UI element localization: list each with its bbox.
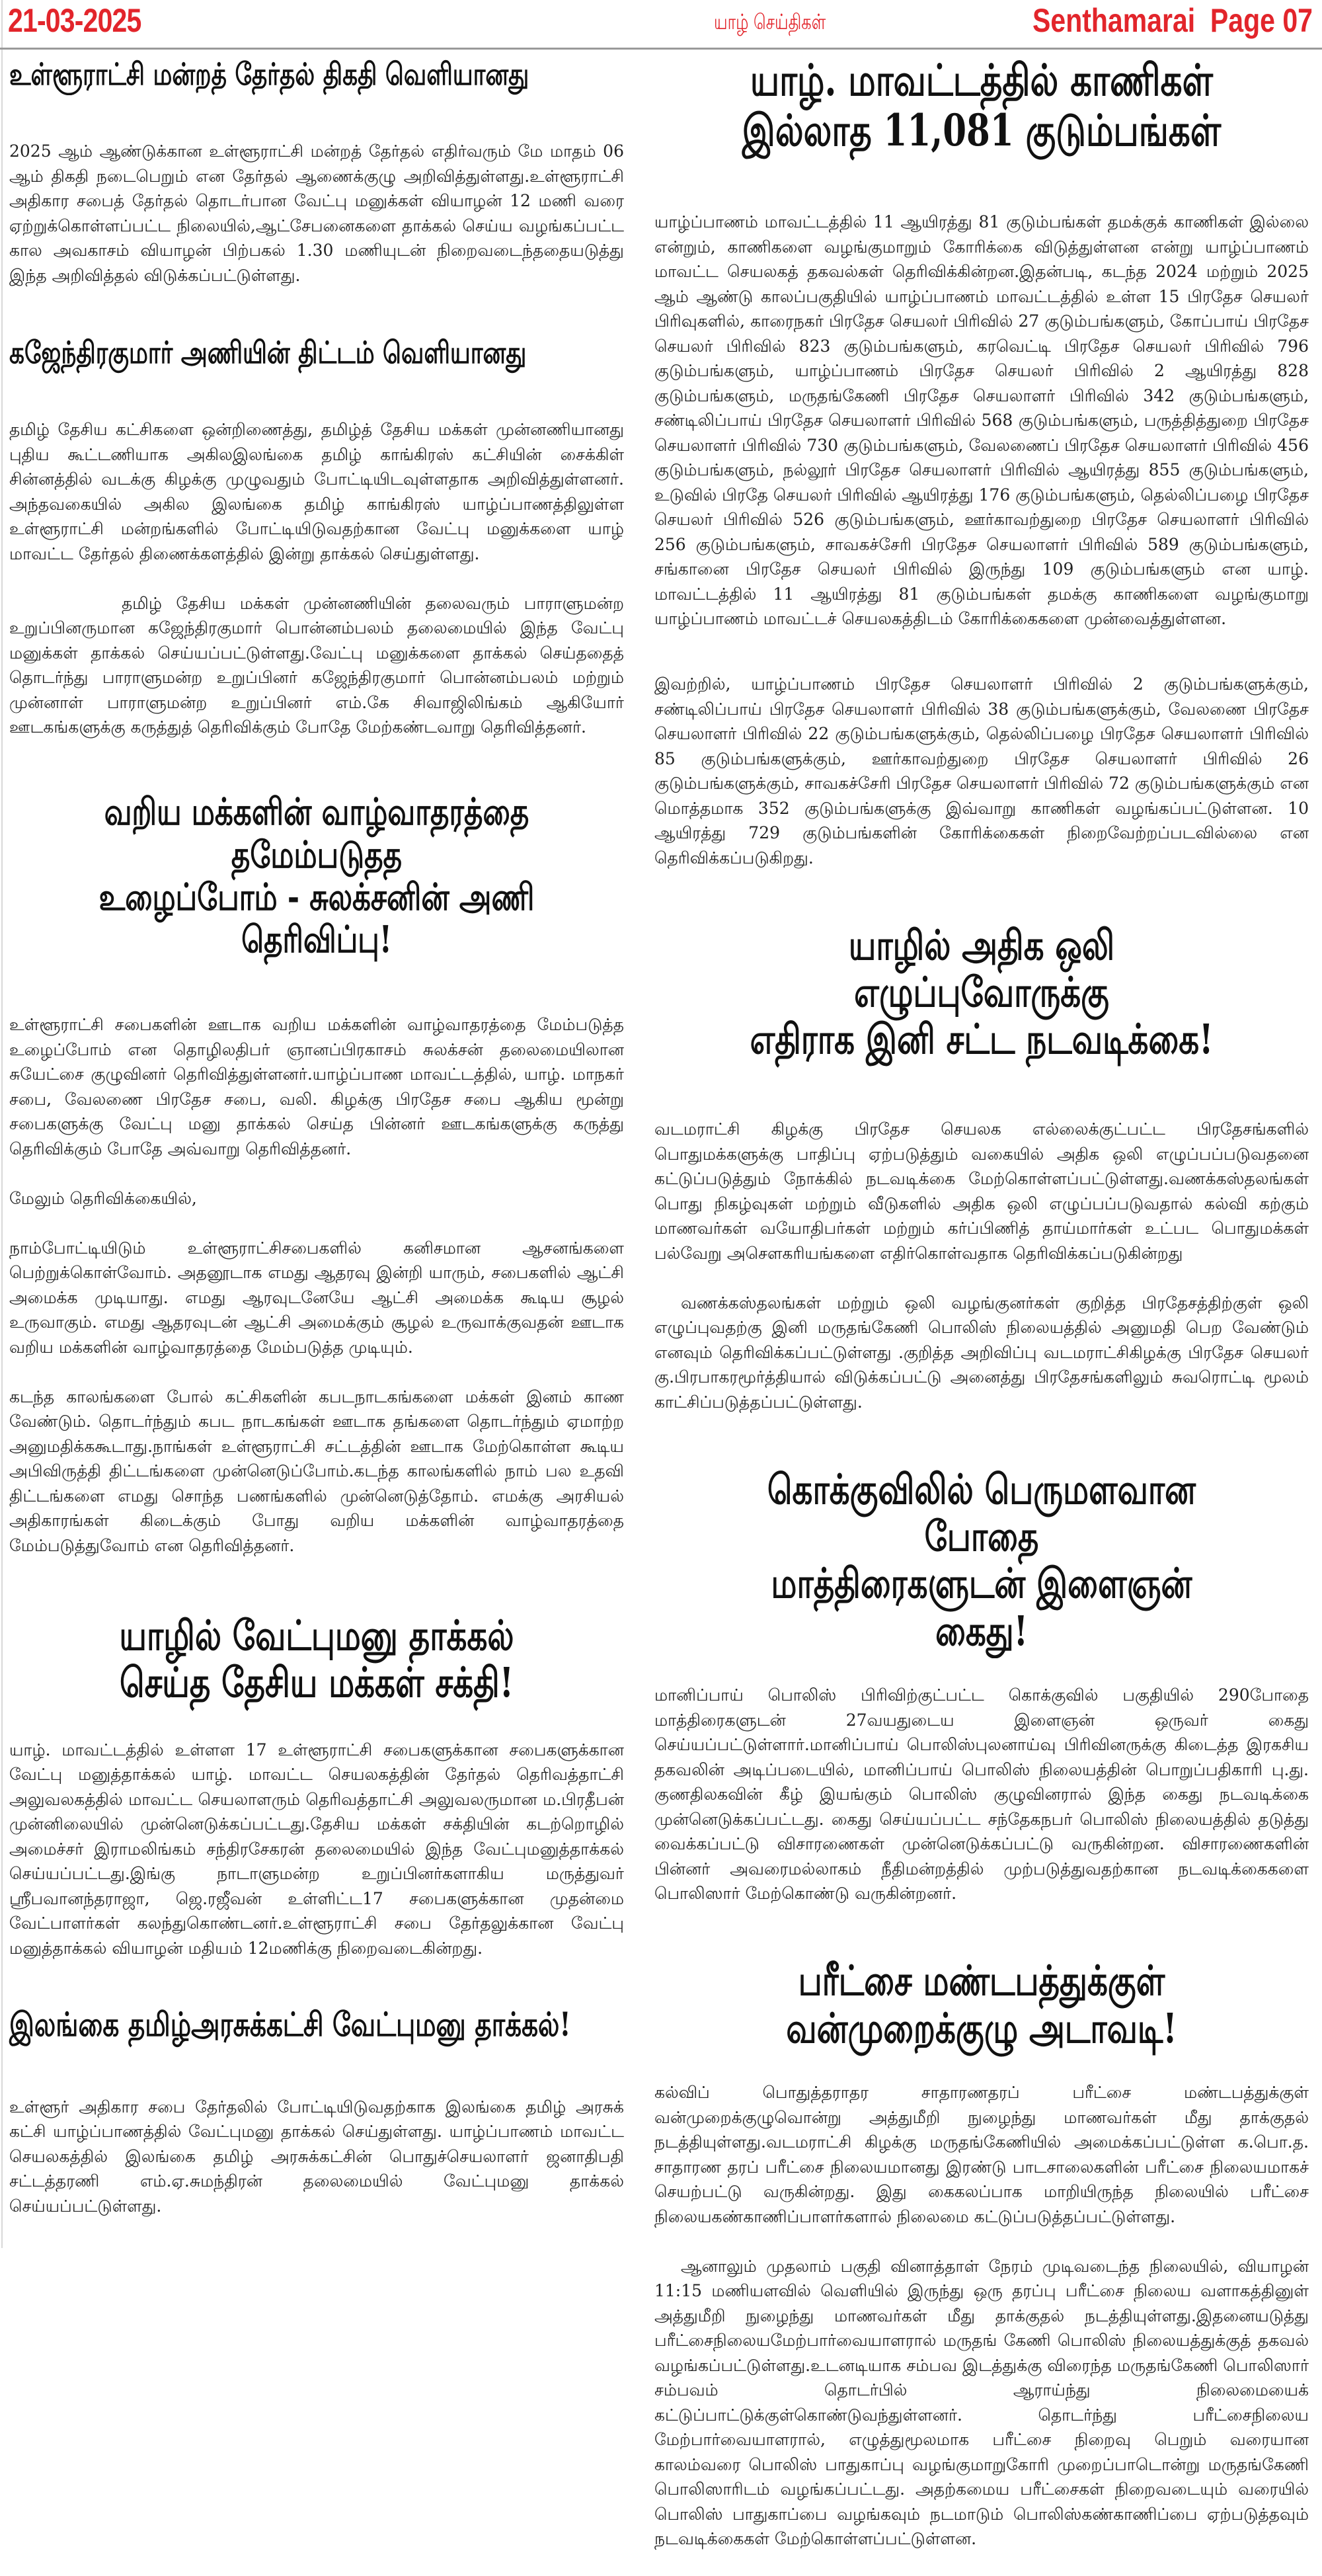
article-noise-control	[654, 922, 1309, 1439]
paragraph: தமிழ் தேசிய கட்சிகளை ஒன்றிணைத்து, தமிழ்த் தேசிய மக்கள் முன்னணியானது புதிய கூட்டணியாக அகிலஇலங்கை தமிழ் காங்கிரஸ் கட்சியின் சைக்கிள் சின்னத்தில் வடக்கு கிழக்கு முழுவதும் போட்டியிடவுள்ளதாக அறிவித்துள்ளனர். அந்தவகையில் அகில இலங்கை தமிழ் காங்கிரஸ் யாழ்ப்பாணத்திலுள்ள உள்ளூராட்சி மன்றங்களில் போட்டியிடுவதற்கான வேட்பு மனுக்களை யாழ் மாவட்ட தேர்தல் திணைக்களத்தில் இன்று தாக்கல் செய்துள்ளது.	[9, 420, 624, 563]
paragraph: ஆனாலும் முதலாம் பகுதி வினாத்தாள் நேரம் முடிவடைந்த நிலையில், வியாழன் 11:15 மணியளவில் வெளியில் இருந்து ஒரு தரப்பு பரீட்சை நிலைய வளாகத்தினுள் அத்துமீறி நுழைந்து மாணவர்கள் மீது தாக்குதல் நடத்தியுள்ளது.இதனையடுத்து பரீட்சைநிலையமேற்பார்வையாளரால் மருதங் கேணி பொலிஸ் நிலையத்துக்குத் தகவல் வழங்கப்பட்டுள்ளது.உடனடியாக சம்பவ இடத்துக்கு விரைந்த மருதங்கேணி பொலிஸார் சம்பவம் தொடர்பில் ஆராய்ந்து நிலைமையைக் கட்டுப்பாட்டுக்குள்கொண்டுவந்துள்ளனர். தொடர்ந்து பரீட்சைநிலைய மேற்பார்வையாளரால், எழுத்துமூலமாக பரீட்சை நிறைவு பெறும் வரையான காலம்வரை பொலிஸ் பாதுகாப்பு வழங்குமாறுகோரி முறைப்பாடொன்று மருதங்கேணி பொலிஸாரிடம் வழங்கப்பட்டது. அதற்கமைய பரீட்சைகள் நிறைவடையும் வரையில் பொலிஸ் பாதுகாப்பை வழங்கவும் நடமாடும் பொலிஸ்கண்காணிப்பை ஏற்படுத்தவும் நடவடிக்கைகள் மேற்கொள்ளப்பட்டுள்ளன.	[654, 2256, 1309, 2549]
article-body	[9, 988, 624, 1583]
paragraph: 2025 ஆம் ஆண்டுக்கான உள்ளூராட்சி மன்றத் தேர்தல் எதிர்வரும் மே மாதம் 06 ஆம் திகதி நடைபெறும் என தேர்தல் ஆணைக்குழு அறிவித்துள்ளது.உள்ளூராட்சி அதிகார சபைத் தேர்தல் தொடர்பான வேட்பு மனுக்கள் வியாழன் 12 மணி வரை ஏற்றுக்கொள்ளப்பட்ட நிலையில்,ஆட்சேபனைகளை தாக்கல் செய்ய வழங்கப்பட்ட கால அவகாசம் வியாழன் பிற்பகல் 1.30 மணியுடன் நிறைவடைந்ததையடுத்து இந்த அறிவித்தல் விடுக்கப்பட்டுள்ளது.	[9, 141, 624, 285]
paragraph: கடந்த காலங்களை போல் கட்சிகளின் கபடநாடகங்களை மக்கள் இனம் காண வேண்டும். தொடர்ந்தும் கபட நாடகங்கள் ஊடாக தங்களை தொடர்ந்தும் ஏமாற்ற அனுமதிக்ககூடாது.நாங்கள் உள்ளூராட்சி சட்டத்தின் ஊடாக மேற்கொள்ள கூடிய அபிவிருத்தி திட்டங்களை முன்னெடுப்போம்.கடந்த காலங்களில் நாம் பல உதவி திட்டங்களை எமது சொந்த பணங்களில் முன்னெடுத்தோம். எமக்கு அரசியல் அதிகாரங்கள் கிடைக்கும் போது வறிய மக்களின் வாழ்வாதரத்தை மேம்படுத்துவோம் என தெரிவித்தனர்.	[9, 1387, 624, 1555]
article-election-date	[9, 57, 624, 313]
headline: கஜேந்திரகுமார் அணியின் திட்டம் வெளியானது	[9, 334, 527, 370]
paragraph: உள்ளூர் அதிகார சபை தேர்தலில் போட்டியிடுவதற்காக இலங்கை தமிழ் அரசுக் கட்சி யாழ்ப்பாணத்தில் வேட்புமனு தாக்கல் செய்துள்ளது. யாழ்ப்பாணம் மாவட்ட செயலகத்தில் இலங்கை தமிழ் அரசுக்கட்சின் பொதுச்செயலாளர் ஜனாதிபதி சட்டத்தரணி எம்.ஏ.சுமந்திரன் தலைமையில் வேட்புமனு தாக்கல் செய்யப்பட்டுள்ளது.	[9, 2097, 624, 2216]
headline: வறிய மக்களின் வாழ்வாதரத்தை தமேம்படுதத உழைப்போம் - சுலக்சனின் அணி தெரிவிப்பு!	[98, 790, 535, 962]
paragraph: நாம்போட்டியிடும் உள்ளூராட்சிசபைகளில் கனிசமான ஆசனங்களை பெற்றுக்கொள்வோம். அதனூடாக எமது ஆதரவு இன்றி யாரும், சபைகளில் ஆட்சி அமைக்க முடியாது. எமது ஆரவுடனேயே ஆட்சி அமைக்க கூடிய சூழல் உருவாகும். எமது ஆதரவுடன் ஆட்சி அமைக்கும் சூழல் உருவாக்குவதன் ஊடாக வறிய மக்களின் வாழ்வாதரத்தை மேம்படுத்த முடியும்.	[9, 1238, 624, 1357]
article-body	[654, 2056, 1309, 2576]
paragraph: வணக்கஸ்தலங்கள் மற்றும் ஒலி வழங்குனர்கள் குறித்த பிரதேசத்திற்குள் ஒலி எழுப்புவதற்கு இனி மருதங்கேணி பொலிஸ் நிலையத்தில் அனுமதி பெற வேண்டும் எனவும் தெரிவிக்கப்பட்டுள்ளது .குறித்த அறிவிப்பு வடமராட்சிகிழக்கு பிரதேச செயலர் கு.பிரபாகரமூர்த்தியால் விடுக்கப்பட்டு அனைத்து பிரதேசங்களிலும் சுவரொட்டி மூலம் காட்சிப்படுத்தப்பட்டுள்ளது.	[654, 1293, 1309, 1412]
paragraph: யாழ். மாவட்டத்தில் உள்ளள 17 உள்ளூராட்சி சபைகளுக்கான சபைகளுக்கான வேட்பு மனுத்தாக்கல் யாழ். மாவட்ட செயலகத்தின் தேர்தல் தெரிவத்தாட்சி அலுவலகத்தில் மாவட்ட செயலாளரும் தெரிவத்தாட்சி அலுவலருமான ம.பிரதீபன் முன்னிலையில் முன்னெடுக்கப்பட்டது.தேசிய மக்கள் சக்தியின் கடற்றொழில் அமைச்சர் இராமலிங்கம் சந்திரசேகரன் தலைமையில் இந்த வேட்புமனுத்தாக்கல் செய்யப்பட்டது.இங்கு நாடாளுமன்ற உறுப்பினர்களாகிய மருத்துவர் ஸ்ரீபவானந்தராஜா, ஜெ.ரஜீவன் உள்ளிட்ட17 சபைகளுக்கான முதன்மை வேட்பாளர்கள் கலந்துகொண்டனர்.உள்ளூராட்சி சபை தேர்தலுக்கான வேட்பு மனுத்தாக்கல் வியாழன் மதியம் 12மணிக்கு நிறைவடைகின்றது.	[9, 1740, 624, 1958]
article-body	[9, 393, 624, 765]
article-landless-families	[654, 56, 1309, 895]
article-npp-nomination	[9, 1612, 624, 1986]
page-header	[0, 0, 1322, 50]
article-drug-arrest	[654, 1466, 1309, 1931]
paragraph: உள்ளூராட்சி சபைகளின் ஊடாக வறிய மக்களின் வாழ்வாதரத்தை மேம்படுத்த உழைப்போம் என தொழிலதிபர் ஞானப்பிரகாசம் சுலக்சன் தலைமையிலான சுயேட்சை குழுவினர் தெரிவித்துள்ளனர்.யாழ்ப்பாண மாவட்டத்தில், யாழ். மாநகர் சபை, வேலணை பிரதேச சபை, வலி. கிழக்கு பிரதேச சபை ஆகிய மூன்று சபைகளுக்கு வேட்பு மனு தாக்கல் செய்த பின்னர் ஊடகங்களுக்கு கருத்து தெரிவிக்கும் போதே அவ்வாறு தெரிவித்தனர்.	[9, 1015, 624, 1158]
article-exam-hall-attack	[654, 1957, 1309, 2576]
paragraph: தமிழ் தேசிய மக்கள் முன்னணியின் தலைவரும் பாராளுமன்ற உறுப்பினருமான கஜேந்திரகுமார் பொன்னம்பலம் தலைமையில் இந்த வேட்பு மனுக்கள் தாக்கல் செய்யப்பட்டுள்ளது.வேட்பு மனுக்களை தாக்கல் செய்ததைத் தொடர்ந்து பாராளுமன்ற உறுப்பினர் கஜேந்திரகுமார் பொன்னம்பலம் மற்றும் முன்னாள் பாராளுமன்ற உறுப்பினர் எம்.கே சிவாஜிலிங்கம் ஆகியோர் ஊடகங்களுக்கு கருத்துத் தெரிவிக்கும் போதே மேற்கண்டவாறு தெரிவித்தனர்.	[9, 593, 624, 737]
headline: கொக்குவிலில் பெருமளவான போதை மாத்திரைகளுடன் இளைஞன் கைது!	[767, 1465, 1196, 1655]
headline: பரீட்சை மண்டபத்துக்குள் வன்முறைக்குழு அடாவடி!	[786, 1956, 1177, 2052]
paragraph: மேலும் தெரிவிக்கையில்,	[9, 1188, 197, 1208]
paragraph: யாழ்ப்பாணம் மாவட்டத்தில் 11 ஆயிரத்து 81 குடும்பங்கள் தமக்குக் காணிகள் இல்லை என்றும், காணிகளை வழங்குமாறும் கோரிக்கை விடுத்துள்ளன என்று யாழ்ப்பாணம் மாவட்ட செயலகத் தகவல்கள் தெரிவிக்கின்றன.இதன்படி, கடந்த 2024 மற்றும் 2025 ஆம் ஆண்டு காலப்பகுதியில் யாழ்ப்பாணம் மாவட்டத்தில் உள்ள 15 பிரதேச செயலர் பிரிவுகளில், காரைநகர் பிரதேச செயலர் பிரிவில் 27 குடும்பங்களும், கோப்பாய் பிரதேச செயலர் பிரிவில் 823 குடும்பங்களும், கரவெட்டி பிரதேச செயலர் பிரிவில் 796 குடும்பங்களும், யாழ்ப்பாணம் பிரதேச செயலர் பிரிவில் 2 ஆயிரத்து 828 குடும்பங்களும், மருதங்கேணி பிரதேச செயலாளர் பிரிவில் 342 குடும்பங்களும், சண்டிலிப்பாய் பிரதேச செயலாளர் பிரிவில் 568 குடும்பங்களும், பருத்தித்துறை பிரதேச செயலாளர் பிரிவில் 730 குடும்பங்களும், வேலணைப் பிரதேச செயலாளர் பிரிவில் 456 குடும்பங்களும், நல்லூர் பிரதேச செயலாளர் பிரிவில் ஆயிரத்து 855 குடும்பங்களும், உடுவில் பிரதே செயலர் பிரிவில் ஆயிரத்து 176 குடும்பங்களும், தெல்லிப்பழை பிரதேச செயலர் பிரிவில் 526 குடும்பங்களும், ஊர்காவற்துறை பிரதேச செயலாளர் பிரிவில் 256 குடும்பங்களும், சாவகச்சேரி பிரதேச செயலாளர் பிரிவில் 589 குடும்பங்களும், சங்கானை பிரதேச செயலர் பிரிவில் இருந்து 109 குடும்பங்களும் என யாழ். மாவட்டத்தில் 11 ஆயிரத்து 81 குடும்பங்கள் தமக்கு காணிகளை வழங்குமாறு யாழ்ப்பாணம் மாவட்டச் செயலகத்திடம் கோரிக்கைகளை முன்வைத்துள்ளன.	[654, 212, 1309, 629]
issue-date: 21-03-2025	[8, 2, 141, 39]
article-sulakshan	[9, 791, 624, 1583]
paragraph: வடமராட்சி கிழக்கு பிரதேச செயலக எல்லைக்குட்பட்ட பிரதேசங்களில் பொதுமக்களுக்கு பாதிப்பு ஏற்படுத்தும் வகையில் அதிக ஒலி எழுப்பப்படுவதனை கட்டுப்படுத்தும் நோக்கில் நடவடிக்கை மேற்கொள்ளப்பட்டுள்ளது.வணக்கஸ்தலங்கள் பொது நிகழ்வுகள் மற்றும் வீடுகளில் அதிக ஒலி எழுப்பப்படுவதால் கல்வி கற்கும் மாணவர்கள் வயோதிபர்கள் மற்றும் கர்ப்பிணித் தாய்மார்கள் உட்பட பொதுமக்கள் பல்வேறு அசௌகரியங்களை எதிர்கொள்வதாக தெரிவிக்கப்படுகின்றது	[654, 1119, 1309, 1263]
paragraph: மானிப்பாய் பொலிஸ் பிரிவிற்குட்பட்ட கொக்குவில் பகுதியில் 290போதை மாத்திரைகளுடன் 27வயதுடைய இளைஞன் ஒருவர் கைது செய்யப்பட்டுள்ளார்.மானிப்பாய் பொலிஸ்புலனாய்வு பிரிவினருக்கு கிடைத்த இரகசிய தகவலின் அடிப்படையில், மானிப்பாய் பொலிஸ் நிலையத்தின் பொறுப்பதிகாரி பு.து. குணதிலகவின் கீழ் இயங்கும் பொலிஸ் குழுவினரால் இந்த கைது நடவடிக்கை முன்னெடுக்கப்பட்டது. கைது செய்யப்பட்ட சந்தேகநபர் பொலிஸ் நிலையத்தில் தடுத்து வைக்கப்பட்டு விசாரணைகள் முன்னெடுக்கப்பட்டு வருகின்றன. விசாரணைகளின் பின்னர் அவரைமல்லாகம் நீதிமன்றத்தில் முற்படுத்துவதற்கான நடவடிக்கைகளை பொலிஸார் மேற்கொண்டு வருகின்றனர்.	[654, 1685, 1309, 1904]
paragraph: இவற்றில், யாழ்ப்பாணம் பிரதேச செயலாளர் பிரிவில் 2 குடும்பங்களுக்கும், சண்டிலிப்பாய் பிரதேச செயலாளர் பிரிவில் 38 குடும்பங்களுக்கும், வேலணை பிரதேச செயலாளர் பிரிவில் 22 குடும்பங்களுக்கும், தெல்லிப்பழை பிரதேச செயலாளர் பிரிவில் 85 குடும்பங்களுக்கும், ஊர்காவற்துறை பிரதேச செயலாளர் பிரிவில் 26 குடும்பங்களுக்கும், சாவகச்சேரி பிரதேச செயலாளர் பிரிவில் 72 குடும்பங்களுக்கும் என மொத்தமாக 352 குடும்பங்களுக்கு இவ்வாறு காணிகள் வழங்கப்பட்டுள்ளன. 10 ஆயிரத்து 729 குடும்பங்களின் கோரிக்கைகள் நிறைவேற்றப்படவில்லை என தெரிவிக்கப்படுகிறது.	[654, 674, 1309, 867]
article-body	[654, 185, 1309, 895]
article-body	[654, 1658, 1309, 1931]
headline: யாழில் அதிக ஒலி எழுப்புவோருக்கு எதிராக இனி சட்ட நடவடிக்கை!	[750, 920, 1214, 1064]
article-gajendrakumar	[9, 335, 624, 764]
article-body	[9, 2070, 624, 2243]
headline: யாழில் வேட்புமனு தாக்கல் செய்த தேசிய மக்கள் சக்தி!	[119, 1611, 514, 1707]
article-itak-nomination	[9, 2005, 624, 2243]
paragraph: கல்விப் பொதுத்தராதர சாதாரணதரப் பரீட்சை மண்டபத்துக்குள் வன்முறைக்குழுவொன்று அத்துமீறி நுழைந்து மாணவர்கள் மீது தாக்குதல் நடத்தியுள்ளது.வடமராட்சி கிழக்கு மருதங்கேணியில் அமைக்கப்பட்டுள்ள க.பொ.த. சாதாரண தரப் பரீட்சை நிலையமானது இரண்டு பாடசாலைகளின் பரீட்சை நிலையமாகச் செயற்பட்டு வருகின்றது. இது கைகலப்பாக மாறியிருந்த நிலையில் பரீட்சை நிலையகண்காணிப்பாளர்களால் நிலைமை கட்டுப்படுத்தப்பட்டுள்ளது.	[654, 2083, 1309, 2226]
right-column	[654, 52, 1309, 2576]
headline: யாழ். மாவட்டத்தில் காணிகள் இல்லாத 11,081 குடும்பங்கள்	[742, 54, 1222, 156]
headline: உள்ளூராட்சி மன்றத் தேர்தல் திகதி வெளியானது	[9, 56, 529, 92]
section-name: யாழ் செய்திகள்	[714, 9, 826, 34]
article-body	[9, 1712, 624, 1986]
publication-page: Senthamarai Page 07	[1032, 2, 1313, 39]
headline: இலங்கை தமிழ்அரசுக்கட்சி வேட்புமனு தாக்கல்!	[9, 2004, 571, 2044]
left-column	[9, 52, 624, 2243]
article-body	[9, 114, 624, 313]
article-body	[654, 1092, 1309, 1439]
